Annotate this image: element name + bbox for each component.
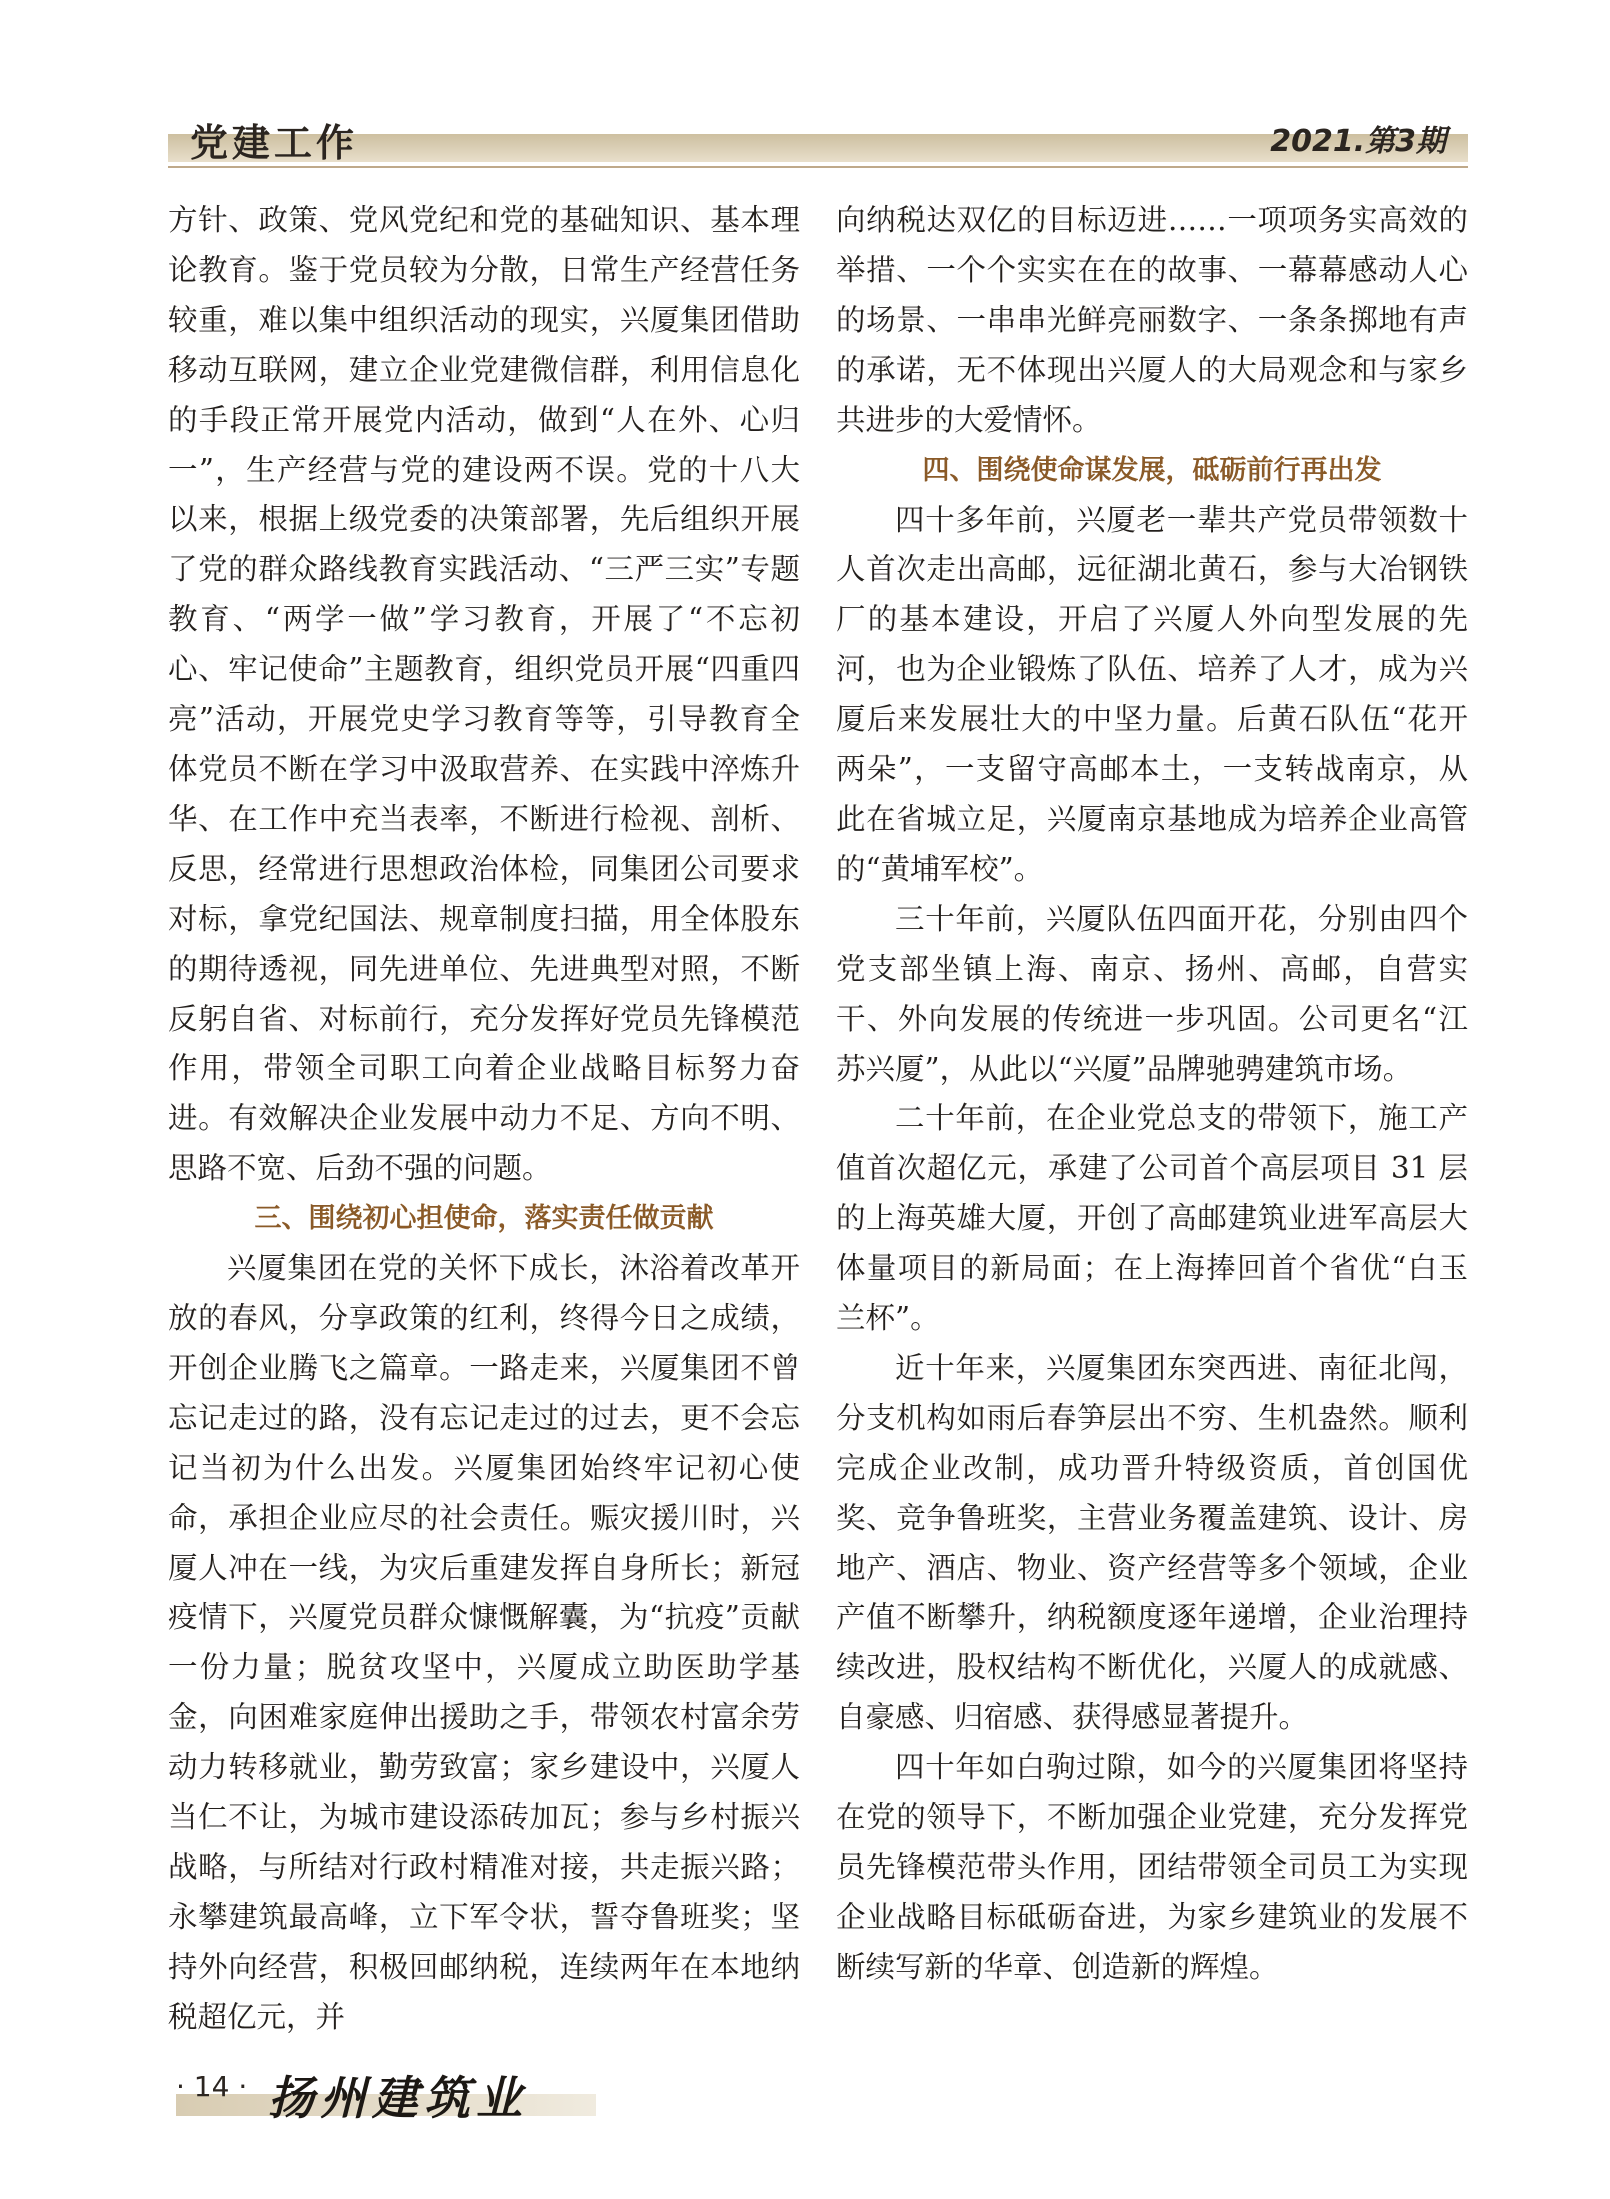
body-paragraph: 方针、政策、党风党纪和党的基础知识、基本理论教育。鉴于党员较为分散，日常生产经营任务较重，难以集中组织活动的现实，兴厦集团借助移动互联网，建立企业党建微信群，利用信息化的手段正常开展党内活动，做到“人在外、心归一”，生产经营与党的建设两不误。党的十八大以来，根据上级党委的决策部署，先后组织开展了党的群众路线教育实践活动、“三严三实”专题教育、“两学一做”学习教育，开展了“不忘初心、牢记使命”主题教育，组织党员开展“四重四亮”活动，开展党史学习教育等等，引导教育全体党员不断在学习中汲取营养、在实践中淬炼升华、在工作中充当表率，不断进行检视、剖析、反思，经常进行思想政治体检，同集团公司要求对标，拿党纪国法、规章制度扫描，用全体股东的期待透视，同先进单位、先进典型对照，不断反躬自省、对标前行，充分发挥好党员先锋模范作用，带领全司职工向着企业战略目标努力奋进。有效解决企业发展中动力不足、方向不明、思路不宽、后劲不强的问题。 — [168, 203, 800, 1186]
page-footer — [176, 2064, 596, 2124]
page-number: · 14 · — [176, 2070, 248, 2103]
body-paragraph: 向纳税达双亿的目标迈进……一项项务实高效的举措、一个个实实在在的故事、一幕幕感动人心的场景、一串串光鲜亮丽数字、一条条掷地有声的承诺，无不体现出兴厦人的大局观念和与家乡共进步的大爱情怀。 — [836, 203, 1468, 437]
body-paragraph: 四十多年前，兴厦老一辈共产党员带领数十人首次走出高邮，远征湖北黄石，参与大冶钢铁厂的基本建设，开启了兴厦人外向型发展的先河，也为企业锻炼了队伍、培养了人才，成为兴厦后来发展壮大的中坚力量。后黄石队伍“花开两朵”，一支留守高邮本土，一支转战南京，从此在省城立足，兴厦南京基地成为培养企业高管的“黄埔军校”。 — [836, 502, 1468, 886]
body-paragraph: 二十年前，在企业党总支的带领下，施工产值首次超亿元，承建了公司首个高层项目 31 层的上海英雄大厦，开创了高邮建筑业进军高层大体量项目的新局面；在上海捧回首个省优“白玉兰杯”。 — [836, 1101, 1468, 1336]
body-paragraph: 兴厦集团在党的关怀下成长，沐浴着改革开放的春风，分享政策的红利，终得今日之成绩，开创企业腾飞之篇章。一路走来，兴厦集团不曾忘记走过的路，没有忘记走过的过去，更不会忘记当初为什么出发。兴厦集团始终牢记初心使命，承担企业应尽的社会责任。赈灾援川时，兴厦人冲在一线，为灾后重建发挥自身所长；新冠疫情下，兴厦党员群众慷慨解囊，为“抗疫”贡献一份力量；脱贫攻坚中，兴厦成立助医助学基金，向困难家庭伸出援助之手，带领农村富余劳动力转移就业，勤劳致富；家乡建设中，兴厦人当仁不让，为城市建设添砖加瓦；参与乡村振兴战略，与所结对行政村精准对接，共走振兴路；永攀建筑最高峰，立下军令状，誓夺鲁班奖；坚持外向经营，积极回邮纳税，连续两年在本地纳税超亿元，并 — [168, 1251, 800, 2034]
header-divider — [168, 166, 1468, 168]
body-paragraph: 三十年前，兴厦队伍四面开花，分别由四个党支部坐镇上海、南京、扬州、高邮，自营实干、外向发展的传统进一步巩固。公司更名“江苏兴厦”，从此以“兴厦”品牌驰骋建筑市场。 — [836, 901, 1468, 1086]
left-column — [168, 196, 800, 2043]
issue-label: 2021.第3期 — [1270, 124, 1446, 159]
right-column — [836, 196, 1468, 1993]
body-paragraph: 近十年来，兴厦集团东突西进、南征北闯，分支机构如雨后春笋层出不穷、生机盎然。顺利完成企业改制，成功晋升特级资质，首创国优奖、竞争鲁班奖，主营业务覆盖建筑、设计、房地产、酒店、物业、资产经营等多个领域，企业产值不断攀升，纳税额度逐年递增，企业治理持续改进，股权结构不断优化，兴厦人的成就感、自豪感、归宿感、获得感显著提升。 — [836, 1350, 1468, 1735]
page-header — [168, 110, 1468, 170]
section-heading: 三、围绕初心担使命，落实责任做贡献 — [254, 1203, 714, 1235]
section-title: 党建工作 — [190, 121, 359, 165]
body-paragraph: 四十年如白驹过隙，如今的兴厦集团将坚持在党的领导下，不断加强企业党建，充分发挥党员先锋模范带头作用，团结带领全司员工为实现企业战略目标砥砺奋进，为家乡建筑业的发展不断续写新的华章、创造新的辉煌。 — [836, 1750, 1468, 1984]
magazine-logo: 扬州建筑业 — [268, 2071, 528, 2125]
section-heading: 四、围绕使命谋发展，砥砺前行再出发 — [922, 454, 1382, 486]
